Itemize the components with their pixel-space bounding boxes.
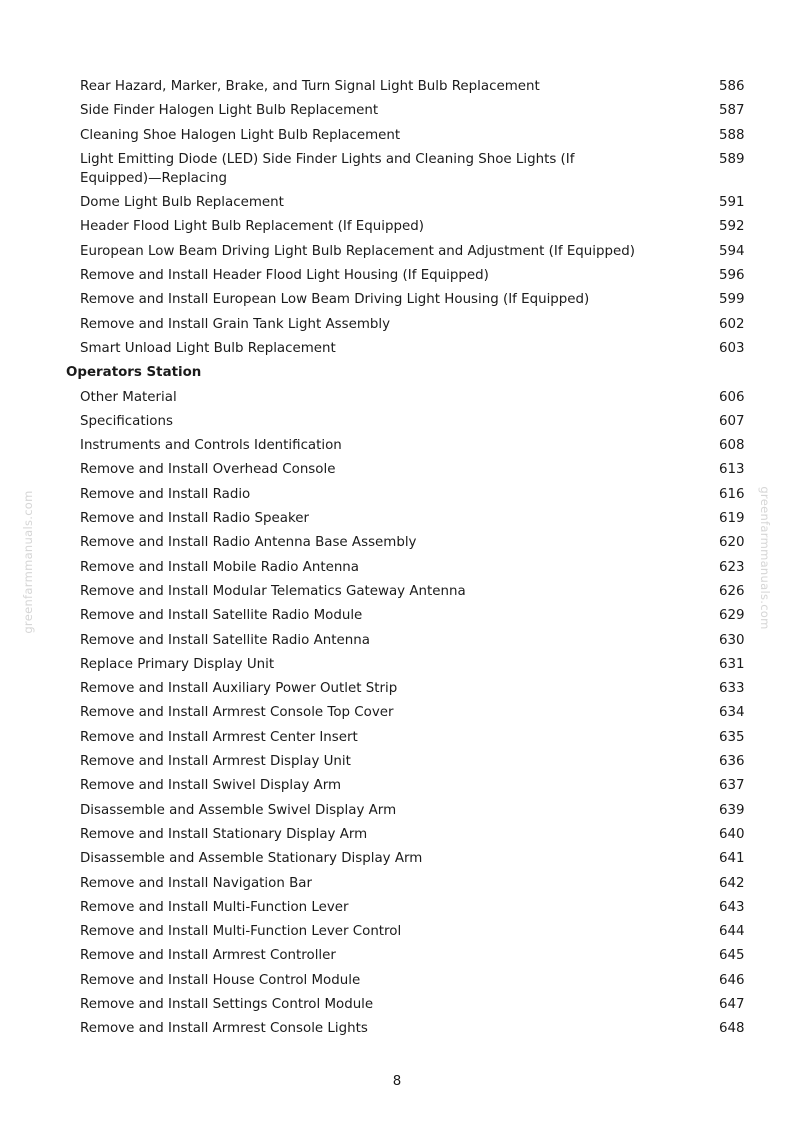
toc-entry-page: 592	[719, 219, 745, 235]
toc-entry[interactable]	[0, 922, 794, 941]
toc-entry[interactable]	[0, 290, 794, 309]
page-number: 8	[392, 1074, 402, 1089]
toc-entry-page: 646	[719, 972, 745, 988]
toc-entry[interactable]	[0, 606, 794, 625]
toc-entry[interactable]	[0, 995, 794, 1014]
toc-entry-page: 588	[719, 127, 745, 143]
toc-entry-title: Remove and Install Armrest Display Unit	[80, 754, 351, 770]
toc-entry-page: 647	[719, 996, 745, 1012]
toc-entry[interactable]	[0, 874, 794, 893]
toc-entry-page: 589	[719, 151, 745, 167]
toc-entry-title: Remove and Install Armrest Center Insert	[80, 729, 358, 745]
toc-entry[interactable]	[0, 631, 794, 650]
toc-entry-title: Cleaning Shoe Halogen Light Bulb Replacement	[80, 127, 401, 143]
toc-entry-page: 645	[719, 948, 745, 964]
toc-entry-page: 613	[719, 462, 745, 478]
toc-entry-page: 630	[719, 632, 745, 648]
toc-entry[interactable]	[0, 971, 794, 990]
toc-entry-page: 619	[719, 511, 745, 527]
toc-entry-title: Remove and Install Navigation Bar	[80, 875, 312, 891]
toc-entry-page: 608	[719, 438, 745, 454]
toc-entry-page: 636	[719, 754, 745, 770]
toc-entry-page: 639	[719, 802, 745, 818]
toc-entry[interactable]	[0, 339, 794, 358]
toc-entry-title: Remove and Install Armrest Controller	[80, 948, 336, 964]
toc-list-lighting	[0, 77, 794, 358]
toc-entry-page: 633	[719, 681, 745, 697]
toc-entry-page: 631	[719, 656, 745, 672]
toc-entry[interactable]	[0, 752, 794, 771]
table-of-contents	[0, 77, 794, 1044]
toc-entry-title: Remove and Install Overhead Console	[80, 462, 336, 478]
toc-entry-page: 641	[719, 851, 745, 867]
toc-entry-title: Remove and Install Swivel Display Arm	[80, 778, 342, 794]
toc-entry[interactable]	[0, 150, 794, 188]
toc-entry[interactable]	[0, 101, 794, 120]
toc-entry[interactable]	[0, 898, 794, 917]
toc-entry-page: 623	[719, 559, 745, 575]
toc-entry[interactable]	[0, 558, 794, 577]
toc-entry[interactable]	[0, 1019, 794, 1038]
toc-list-operators-station	[0, 388, 794, 1039]
toc-entry-title: Instruments and Controls Identification	[80, 438, 342, 454]
toc-entry[interactable]	[0, 388, 794, 407]
toc-entry-title: Remove and Install Satellite Radio Module	[80, 608, 363, 624]
toc-entry[interactable]	[0, 266, 794, 285]
toc-entry[interactable]	[0, 485, 794, 504]
toc-entry[interactable]	[0, 509, 794, 528]
toc-entry-page: 607	[719, 413, 745, 429]
toc-entry-page: 640	[719, 826, 745, 842]
toc-entry-page: 594	[719, 243, 745, 259]
toc-entry-title: Remove and Install Auxiliary Power Outlet Strip	[80, 681, 398, 697]
toc-entry[interactable]	[0, 193, 794, 212]
toc-entry-page: 634	[719, 705, 745, 721]
toc-entry-page: 606	[719, 389, 745, 405]
toc-entry[interactable]	[0, 655, 794, 674]
toc-entry-title: Side Finder Halogen Light Bulb Replacement	[80, 103, 379, 119]
toc-entry[interactable]	[0, 460, 794, 479]
toc-entry-page: 596	[719, 268, 745, 284]
toc-entry-title: Remove and Install Armrest Console Top Cover	[80, 705, 394, 721]
toc-entry[interactable]	[0, 315, 794, 334]
toc-entry-title: Other Material	[80, 389, 177, 405]
toc-entry-page: 586	[719, 79, 745, 94]
toc-entry[interactable]	[0, 776, 794, 795]
toc-entry-title: Replace Primary Display Unit	[80, 656, 275, 672]
toc-entry[interactable]	[0, 801, 794, 820]
toc-entry-title: Disassemble and Assemble Swivel Display Arm	[80, 802, 397, 818]
toc-entry[interactable]	[0, 242, 794, 261]
toc-entry-page: 603	[719, 340, 745, 356]
toc-entry-title: Remove and Install Header Flood Light Housing (If Equipped)	[80, 268, 489, 284]
toc-entry[interactable]	[0, 582, 794, 601]
toc-entry[interactable]	[0, 436, 794, 455]
toc-entry[interactable]	[0, 728, 794, 747]
toc-entry-page: 626	[719, 583, 745, 599]
toc-entry-title: Dome Light Bulb Replacement	[80, 195, 284, 211]
toc-entry-title: Remove and Install European Low Beam Driving Light Housing (If Equipped)	[80, 292, 590, 308]
toc-entry-title: Rear Hazard, Marker, Brake, and Turn Signal Light Bulb Replacement	[80, 79, 540, 94]
toc-entry[interactable]	[0, 126, 794, 145]
toc-entry-title: Remove and Install Mobile Radio Antenna	[80, 559, 359, 575]
toc-entry-title: Remove and Install Radio	[80, 486, 251, 502]
toc-entry[interactable]	[0, 946, 794, 965]
toc-entry[interactable]	[0, 533, 794, 552]
toc-entry-page: 648	[719, 1021, 745, 1037]
toc-entry-page: 587	[719, 103, 745, 119]
toc-entry-page: 637	[719, 778, 745, 794]
watermark-right: greenfarmmanuals.com	[758, 486, 772, 630]
toc-entry-title: Remove and Install Armrest Console Lights	[80, 1021, 368, 1037]
toc-entry-title: European Low Beam Driving Light Bulb Replacement and Adjustment (If Equipped)	[80, 243, 635, 259]
toc-entry-page: 616	[719, 486, 745, 502]
toc-entry-title: Disassemble and Assemble Stationary Display Arm	[80, 851, 423, 867]
toc-entry[interactable]	[0, 217, 794, 236]
toc-entry-title: Remove and Install Radio Antenna Base Assembly	[80, 535, 417, 551]
toc-entry[interactable]	[0, 77, 794, 96]
toc-entry-title: Light Emitting Diode (LED) Side Finder Lights and Cleaning Shoe Lights (If Equipped)—Replacing	[80, 151, 575, 186]
toc-entry-title: Remove and Install Multi-Function Lever Control	[80, 924, 402, 940]
toc-entry[interactable]	[0, 703, 794, 722]
toc-entry[interactable]	[0, 849, 794, 868]
toc-entry-title: Specifications	[80, 413, 173, 429]
toc-entry-page: 642	[719, 875, 745, 891]
toc-entry-title: Smart Unload Light Bulb Replacement	[80, 340, 336, 356]
toc-entry-page: 602	[719, 316, 745, 332]
section-heading: Operators Station	[66, 365, 202, 381]
toc-entry-page: 620	[719, 535, 745, 551]
watermark-left: greenfarmmanuals.com	[21, 490, 35, 634]
toc-entry[interactable]	[0, 679, 794, 698]
toc-entry-page: 591	[719, 195, 745, 211]
toc-entry[interactable]	[0, 825, 794, 844]
toc-entry-page: 643	[719, 899, 745, 915]
toc-entry-title: Header Flood Light Bulb Replacement (If Equipped)	[80, 219, 424, 235]
toc-entry-title: Remove and Install Radio Speaker	[80, 511, 309, 527]
toc-entry-page: 644	[719, 924, 745, 940]
toc-entry-page: 635	[719, 729, 745, 745]
toc-entry-title: Remove and Install Modular Telematics Gateway Antenna	[80, 583, 466, 599]
toc-entry-title: Remove and Install Multi-Function Lever	[80, 899, 349, 915]
toc-entry-title: Remove and Install House Control Module	[80, 972, 361, 988]
toc-entry-title: Remove and Install Satellite Radio Antenna	[80, 632, 370, 648]
toc-entry-page: 629	[719, 608, 745, 624]
toc-entry[interactable]	[0, 412, 794, 431]
toc-entry-page: 599	[719, 292, 745, 308]
toc-entry-title: Remove and Install Grain Tank Light Assembly	[80, 316, 391, 332]
toc-entry-title: Remove and Install Settings Control Module	[80, 996, 374, 1012]
toc-entry-title: Remove and Install Stationary Display Arm	[80, 826, 368, 842]
